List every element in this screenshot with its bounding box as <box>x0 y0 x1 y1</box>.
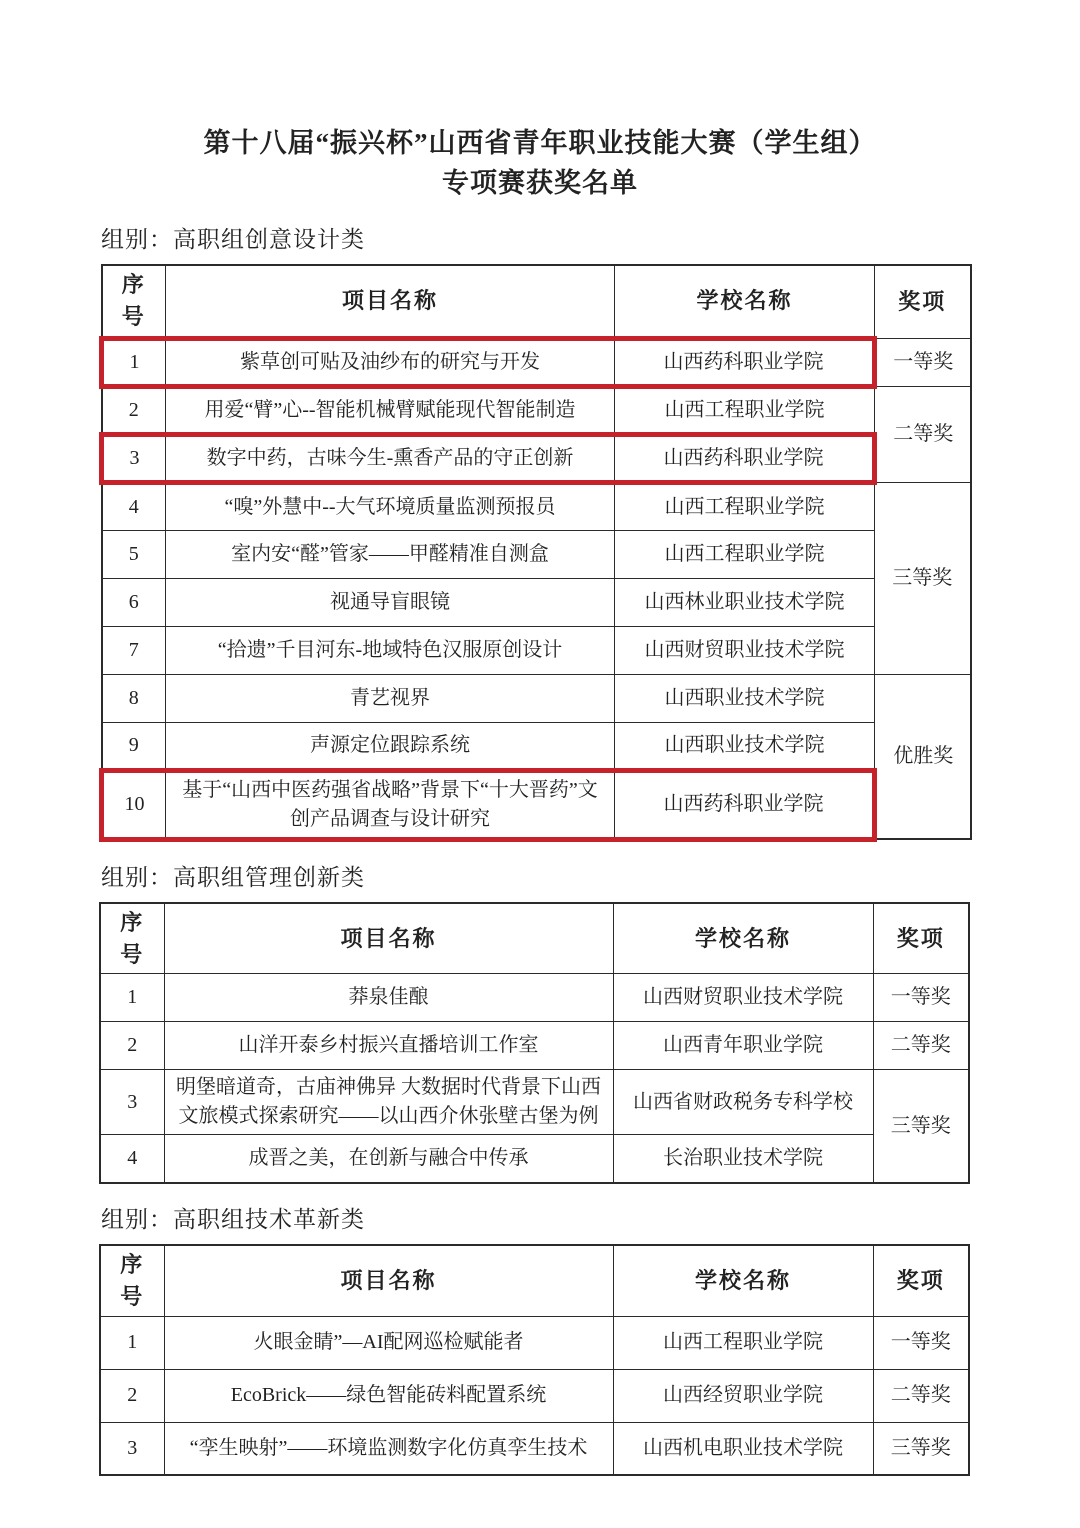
page-title-line2: 专项赛获奖名单 <box>442 167 638 198</box>
column-header: 项目名称 <box>166 265 615 338</box>
section-2 <box>99 1201 971 1476</box>
project-cell: 莽泉佳酿 <box>164 974 613 1022</box>
project-cell: 视通导盲眼镜 <box>166 578 615 626</box>
project-cell: 青艺视界 <box>166 674 615 722</box>
award-cell: 优胜奖 <box>875 674 971 839</box>
seq-cell: 6 <box>102 578 166 626</box>
column-header: 序号 <box>100 903 164 974</box>
page-title <box>0 124 1080 204</box>
school-cell: 山西药科职业学院 <box>615 434 875 482</box>
section-label: 组别：高职组管理创新类 <box>101 864 365 890</box>
seq-cell: 5 <box>102 530 166 578</box>
project-cell: 紫草创可贴及油纱布的研究与开发 <box>166 338 615 386</box>
project-cell: “拾遗”千目河东-地域特色汉服原创设计 <box>166 626 615 674</box>
award-cell: 二等奖 <box>873 1022 969 1070</box>
project-cell: 火眼金睛”—AI配网巡检赋能者 <box>164 1316 613 1369</box>
awards-table <box>99 902 970 1184</box>
award-cell: 三等奖 <box>875 482 971 674</box>
awards-table <box>99 264 972 842</box>
school-cell: 山西青年职业学院 <box>613 1022 873 1070</box>
school-cell: 山西药科职业学院 <box>615 770 875 839</box>
table-row <box>100 1070 969 1135</box>
table-row <box>100 1135 969 1183</box>
school-cell: 山西职业技术学院 <box>615 674 875 722</box>
content <box>99 221 971 1476</box>
project-cell: EcoBrick——绿色智能砖料配置系统 <box>164 1369 613 1422</box>
seq-cell: 3 <box>100 1422 164 1475</box>
seq-cell: 3 <box>102 434 166 482</box>
column-header: 序号 <box>102 265 166 338</box>
school-cell: 山西药科职业学院 <box>615 338 875 386</box>
table-row <box>100 974 969 1022</box>
table-row <box>102 770 971 839</box>
seq-cell: 3 <box>100 1070 164 1135</box>
school-cell: 山西工程职业学院 <box>615 386 875 434</box>
seq-cell: 8 <box>102 674 166 722</box>
table-row <box>100 1369 969 1422</box>
project-cell: 室内安“醛”管家——甲醛精准自测盒 <box>166 530 615 578</box>
header-row <box>100 1245 969 1316</box>
school-cell: 山西机电职业技术学院 <box>613 1422 873 1475</box>
header-row <box>102 265 971 338</box>
award-cell: 三等奖 <box>873 1422 969 1475</box>
seq-cell: 2 <box>100 1022 164 1070</box>
award-cell: 一等奖 <box>873 1316 969 1369</box>
school-cell: 长治职业技术学院 <box>613 1135 873 1183</box>
school-cell: 山西工程职业学院 <box>615 530 875 578</box>
column-header: 学校名称 <box>613 1245 873 1316</box>
column-header: 奖项 <box>873 903 969 974</box>
table-row <box>102 626 971 674</box>
seq-cell: 2 <box>102 386 166 434</box>
section-1 <box>99 859 971 1184</box>
table-row <box>102 530 971 578</box>
project-cell: 成晋之美，在创新与融合中传承 <box>164 1135 613 1183</box>
school-cell: 山西财贸职业技术学院 <box>613 974 873 1022</box>
column-header: 序号 <box>100 1245 164 1316</box>
seq-cell: 1 <box>100 1316 164 1369</box>
project-cell: 声源定位跟踪系统 <box>166 722 615 770</box>
project-cell: “嗅”外慧中--大气环境质量监测预报员 <box>166 482 615 530</box>
school-cell: 山西工程职业学院 <box>615 482 875 530</box>
school-cell: 山西省财政税务专科学校 <box>613 1070 873 1135</box>
column-header: 项目名称 <box>164 903 613 974</box>
school-cell: 山西经贸职业学院 <box>613 1369 873 1422</box>
table-row <box>102 722 971 770</box>
seq-cell: 1 <box>100 974 164 1022</box>
table-row <box>100 1316 969 1369</box>
project-cell: 山洋开泰乡村振兴直播培训工作室 <box>164 1022 613 1070</box>
award-cell: 二等奖 <box>873 1369 969 1422</box>
table-row <box>102 674 971 722</box>
seq-cell: 1 <box>102 338 166 386</box>
column-header: 奖项 <box>873 1245 969 1316</box>
awards-table <box>99 1244 970 1476</box>
section-0 <box>99 221 971 842</box>
column-header: 学校名称 <box>615 265 875 338</box>
column-header: 学校名称 <box>613 903 873 974</box>
award-cell: 一等奖 <box>873 974 969 1022</box>
header-row <box>100 903 969 974</box>
table-row <box>102 578 971 626</box>
seq-cell: 10 <box>102 770 166 839</box>
school-cell: 山西林业职业技术学院 <box>615 578 875 626</box>
award-cell: 三等奖 <box>873 1070 969 1183</box>
seq-cell: 7 <box>102 626 166 674</box>
table-row <box>102 482 971 530</box>
project-cell: 明堡暗道奇，古庙神佛异 大数据时代背景下山西文旅模式探索研究——以山西介休张壁古堡为例 <box>164 1070 613 1135</box>
school-cell: 山西职业技术学院 <box>615 722 875 770</box>
seq-cell: 2 <box>100 1369 164 1422</box>
table-row <box>102 338 971 386</box>
school-cell: 山西财贸职业技术学院 <box>615 626 875 674</box>
column-header: 项目名称 <box>164 1245 613 1316</box>
seq-cell: 4 <box>100 1135 164 1183</box>
award-cell: 一等奖 <box>875 338 971 386</box>
seq-cell: 4 <box>102 482 166 530</box>
project-cell: 用爱“臂”心--智能机械臂赋能现代智能制造 <box>166 386 615 434</box>
table-row <box>100 1022 969 1070</box>
section-label: 组别：高职组技术革新类 <box>101 1206 365 1232</box>
school-cell: 山西工程职业学院 <box>613 1316 873 1369</box>
project-cell: 基于“山西中医药强省战略”背景下“十大晋药”文创产品调查与设计研究 <box>166 770 615 839</box>
seq-cell: 9 <box>102 722 166 770</box>
page-title-line1: 第十八届“振兴杯”山西省青年职业技能大赛（学生组） <box>203 128 877 158</box>
table-row <box>102 434 971 482</box>
section-label: 组别：高职组创意设计类 <box>101 226 365 252</box>
project-cell: “孪生映射”——环境监测数字化仿真孪生技术 <box>164 1422 613 1475</box>
project-cell: 数字中药，古味今生-熏香产品的守正创新 <box>166 434 615 482</box>
column-header: 奖项 <box>875 265 971 338</box>
award-cell: 二等奖 <box>875 386 971 482</box>
table-row <box>102 386 971 434</box>
table-row <box>100 1422 969 1475</box>
